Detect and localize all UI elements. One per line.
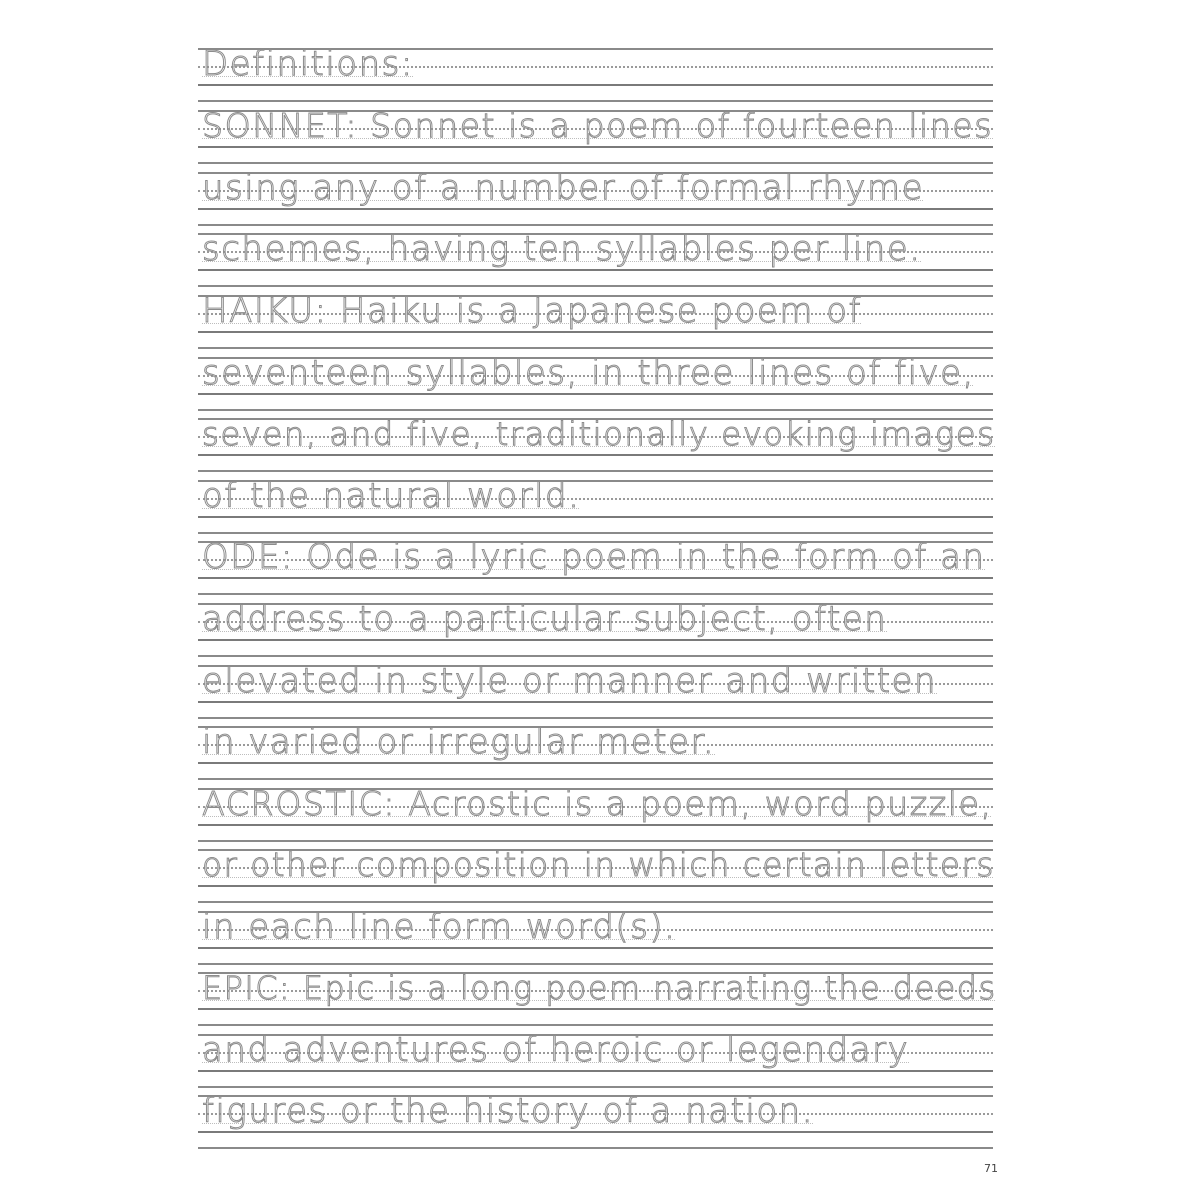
epic-definition-line: figures or the history of a nation.: [202, 1091, 815, 1131]
haiku-definition-line: seven, and five, traditionally evoking images: [202, 415, 996, 453]
epic-definition-line: and adventures of heroic or legendary: [202, 1030, 910, 1070]
ode-definition-line: elevated in style or manner and written: [202, 661, 937, 701]
writing-line: [198, 1091, 993, 1175]
haiku-definition-line: HAIKU: Haiku is a Japanese poem of: [202, 291, 863, 331]
haiku-definition-line: seventeen syllables, in three lines of five,: [202, 353, 975, 393]
acrostic-definition-line: in each line form word(s).: [202, 907, 677, 947]
ode-definition-line: in varied or irregular meter.: [202, 722, 716, 762]
epic-definition-line: EPIC: Epic is a long poem narrating the deeds: [202, 969, 997, 1007]
ode-definition-line: ODE: Ode is a lyric poem in the form of an: [202, 537, 986, 577]
ode-definition-line: address to a particular subject, often: [202, 599, 888, 639]
haiku-definition-line: of the natural world.: [202, 476, 581, 516]
definitions-heading: Definitions:: [202, 44, 414, 84]
page-number: 71: [984, 1162, 998, 1175]
sonnet-definition-line: schemes, having ten syllables per line.: [202, 229, 922, 269]
acrostic-definition-line: ACROSTIC: Acrostic is a poem, word puzzle,: [202, 784, 993, 823]
sonnet-definition-line: SONNET: Sonnet is a poem of fourteen lines: [202, 106, 994, 145]
sonnet-definition-line: using any of a number of formal rhyme: [202, 168, 925, 208]
acrostic-definition-line: or other composition in which certain letters: [202, 846, 995, 884]
